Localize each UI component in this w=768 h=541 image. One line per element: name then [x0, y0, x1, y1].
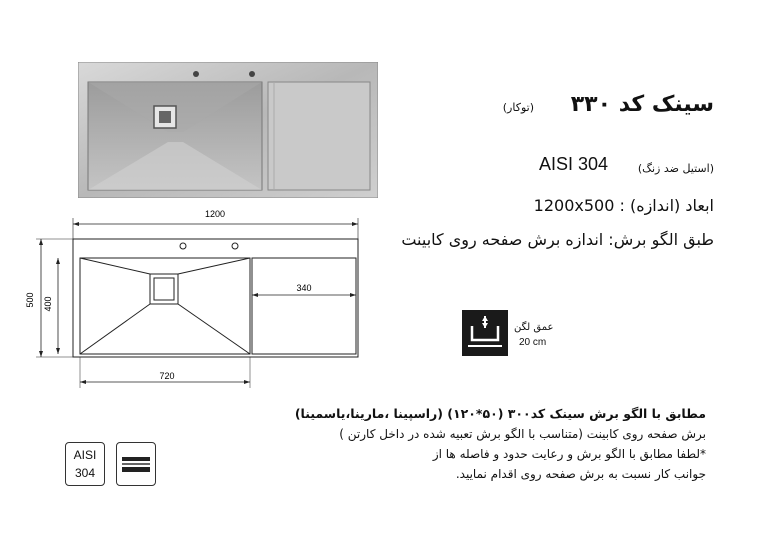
cutout-text: طبق الگو برش: اندازه برش صفحه روی کابینت	[401, 230, 714, 249]
notes-line-2: *لطفا مطابق با الگو برش و رعایت حدود و فاصله ها از	[432, 447, 706, 461]
depth-label: عمق لگن	[514, 322, 554, 333]
bowl-depth-icon	[462, 310, 508, 356]
dim-height-label: 500	[25, 292, 35, 308]
dim-inner-height-label: 400	[43, 296, 53, 312]
notes-lead: مطابق با الگو برش سینک کد۳۰۰ (۵۰*۱۲۰) (راسپینا ،مارینا،یاسمینا)	[294, 406, 706, 421]
depth-value: 20 cm	[519, 337, 547, 348]
steel-note: (استیل ضد زنگ)	[637, 162, 714, 175]
dim-drainer-label: 340	[296, 283, 312, 293]
aisi-badge-bottom: 304	[74, 466, 96, 480]
technical-drawing	[0, 200, 380, 400]
dim-bowl-width-label: 720	[159, 371, 175, 381]
product-title: سینک کد ۳۳۰	[570, 92, 714, 117]
inset-sink-icon	[116, 442, 156, 486]
aisi-badge-top: AISI	[73, 448, 97, 462]
dim-width-label: 1200	[204, 209, 226, 219]
notes-line-1: برش صفحه روی کابینت (متناسب با الگو برش تعبیه شده در داخل کارتن )	[339, 427, 706, 441]
sink-photo	[78, 62, 378, 198]
notes-line-3: جوانب کار نسبت به برش صفحه روی اقدام نمایید.	[455, 467, 706, 481]
product-subtitle: (توکار)	[502, 101, 534, 114]
dimensions-text: ابعاد (اندازه) : 1200x500	[533, 196, 714, 215]
installation-notes	[246, 404, 706, 484]
aisi-badge	[65, 442, 105, 486]
steel-grade: AISI 304	[538, 154, 608, 174]
